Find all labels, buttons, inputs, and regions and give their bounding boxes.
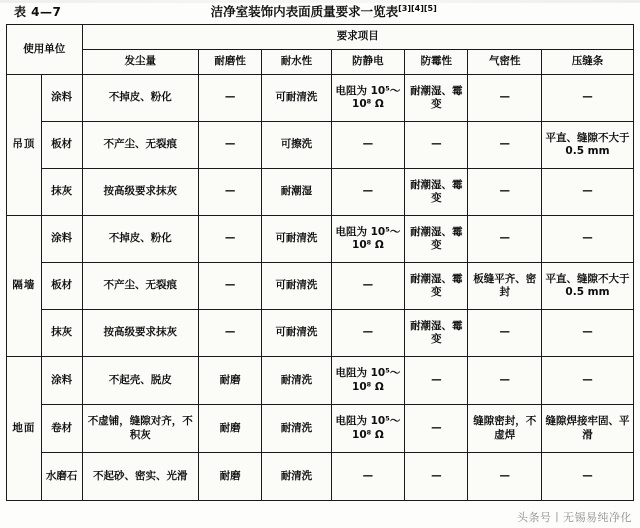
cell-seamstrip: — <box>541 75 633 122</box>
cell-dust: 不产尘、无裂痕 <box>82 263 198 310</box>
header-col-dust: 发尘量 <box>82 50 198 75</box>
cell-mildew: — <box>405 405 468 453</box>
cell-seamstrip: 平直、缝隙不大于 0.5 mm <box>541 122 633 169</box>
table-row <box>7 216 634 263</box>
cell-airtight: — <box>468 216 542 263</box>
material-label: 涂料 <box>41 357 82 405</box>
header-col-mildew: 防霉性 <box>405 50 468 75</box>
material-label: 板材 <box>41 122 82 169</box>
cell-dust: 不起砂、密实、光滑 <box>82 453 198 501</box>
material-label: 抹灰 <box>41 310 82 357</box>
cell-airtight: — <box>468 310 542 357</box>
cell-seamstrip: — <box>541 453 633 501</box>
cell-airtight: — <box>468 357 542 405</box>
cell-abrasion: 耐磨 <box>198 453 261 501</box>
cell-dust: 按高级要求抹灰 <box>82 310 198 357</box>
watermark: 头条号丨无锡易纯净化 <box>517 511 632 524</box>
cell-mildew: 耐潮湿、霉变 <box>405 169 468 216</box>
cell-antistatic: — <box>331 122 405 169</box>
cell-seamstrip: — <box>541 357 633 405</box>
cell-water: 耐清洗 <box>262 357 331 405</box>
cell-dust: 不虚铺，缝隙对齐，不积灰 <box>82 405 198 453</box>
cell-antistatic: — <box>331 453 405 501</box>
cell-abrasion: — <box>198 122 261 169</box>
cell-abrasion: — <box>198 169 261 216</box>
cell-mildew: — <box>405 453 468 501</box>
table-number: 表 4—7 <box>14 5 62 19</box>
table-header-row-2 <box>7 50 634 75</box>
cell-dust: 不掉皮、粉化 <box>82 75 198 122</box>
table-row <box>7 357 634 405</box>
cell-seamstrip: 缝隙焊接牢固、平滑 <box>541 405 633 453</box>
cell-antistatic: 电阻为 10⁵～10⁸ Ω <box>331 357 405 405</box>
cell-seamstrip: 平直、缝隙不大于 0.5 mm <box>541 263 633 310</box>
cell-abrasion: — <box>198 216 261 263</box>
table-title-row <box>0 0 640 24</box>
cell-antistatic: — <box>331 169 405 216</box>
cell-seamstrip: — <box>541 169 633 216</box>
cell-airtight: — <box>468 169 542 216</box>
cell-antistatic: — <box>331 310 405 357</box>
cell-abrasion: — <box>198 263 261 310</box>
cell-seamstrip: — <box>541 310 633 357</box>
cell-antistatic: 电阻为 10⁵～10⁸ Ω <box>331 75 405 122</box>
cell-antistatic: 电阻为 10⁵～10⁸ Ω <box>331 405 405 453</box>
table-row <box>7 122 634 169</box>
cell-water: 可擦洗 <box>262 122 331 169</box>
header-group-requirements: 要求项目 <box>82 25 633 50</box>
material-label: 抹灰 <box>41 169 82 216</box>
header-col-airtight: 气密性 <box>468 50 542 75</box>
cell-dust: 不产尘、无裂痕 <box>82 122 198 169</box>
table-row <box>7 310 634 357</box>
cell-airtight: 缝隙密封，不虚焊 <box>468 405 542 453</box>
category-ceiling: 吊顶 <box>7 75 42 216</box>
header-col-abrasion: 耐磨性 <box>198 50 261 75</box>
cell-mildew: 耐潮湿、霉变 <box>405 310 468 357</box>
title-superscript: [3][4][5] <box>398 3 437 13</box>
cell-water: 可耐清洗 <box>262 75 331 122</box>
material-label: 涂料 <box>41 75 82 122</box>
table-row <box>7 263 634 310</box>
cell-water: 耐清洗 <box>262 405 331 453</box>
material-label: 水磨石 <box>41 453 82 501</box>
page-title <box>39 2 608 20</box>
cell-mildew: 耐潮湿、霉变 <box>405 216 468 263</box>
cell-water: 可耐清洗 <box>262 263 331 310</box>
cell-abrasion: 耐磨 <box>198 405 261 453</box>
cell-dust: 不掉皮、粉化 <box>82 216 198 263</box>
material-label: 板材 <box>41 263 82 310</box>
cell-abrasion: — <box>198 310 261 357</box>
cell-airtight: — <box>468 122 542 169</box>
table-header-row-1 <box>7 25 634 50</box>
header-use-unit: 使用单位 <box>7 25 83 75</box>
table-row <box>7 453 634 501</box>
cell-antistatic: 电阻为 10⁵～10⁸ Ω <box>331 216 405 263</box>
material-label: 涂料 <box>41 216 82 263</box>
cell-mildew: — <box>405 357 468 405</box>
cell-water: 可耐清洗 <box>262 216 331 263</box>
cell-mildew: — <box>405 122 468 169</box>
table-row <box>7 405 634 453</box>
table-row <box>7 169 634 216</box>
cell-airtight: — <box>468 75 542 122</box>
table-title-text: 洁净室装饰内表面质量要求一览表 <box>210 4 399 19</box>
header-col-seamstrip: 压缝条 <box>541 50 633 75</box>
cell-dust: 不起壳、脱皮 <box>82 357 198 405</box>
cell-seamstrip: — <box>541 216 633 263</box>
quality-requirements-table <box>6 24 634 501</box>
cell-water: 可耐清洗 <box>262 310 331 357</box>
cell-antistatic: — <box>331 263 405 310</box>
cell-water: 耐潮湿 <box>262 169 331 216</box>
cell-mildew: 耐潮湿、霉变 <box>405 263 468 310</box>
category-partition: 隔墙 <box>7 216 42 357</box>
cell-abrasion: 耐磨 <box>198 357 261 405</box>
cell-water: 耐清洗 <box>262 453 331 501</box>
header-col-antistatic: 防静电 <box>331 50 405 75</box>
cell-mildew: 耐潮湿、霉变 <box>405 75 468 122</box>
table-row <box>7 75 634 122</box>
cell-dust: 按高级要求抹灰 <box>82 169 198 216</box>
cell-airtight: 板缝平齐、密封 <box>468 263 542 310</box>
cell-airtight: — <box>468 453 542 501</box>
cell-abrasion: — <box>198 75 261 122</box>
header-col-water: 耐水性 <box>262 50 331 75</box>
material-label: 卷材 <box>41 405 82 453</box>
category-floor: 地面 <box>7 357 42 501</box>
